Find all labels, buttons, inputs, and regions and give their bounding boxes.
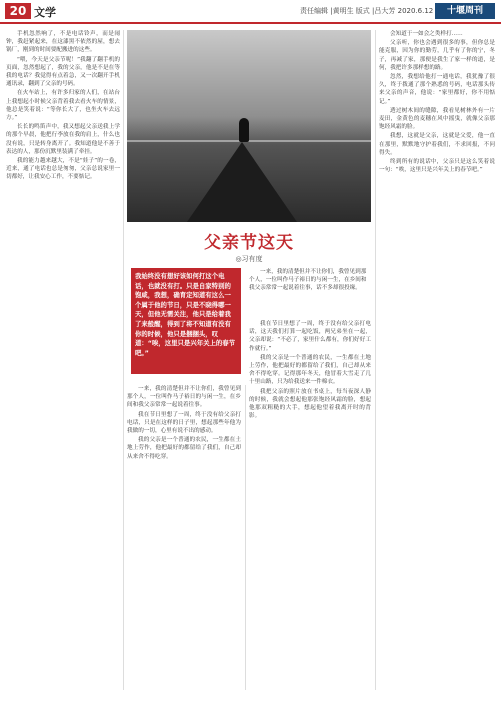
paragraph: 忽然，我想给他打一通电话，我犹豫了很久，终于拨通了那个熟悉的号码，电话那头传来父亲的声音，他说：“家里都好，你不用惦记。” bbox=[379, 74, 495, 105]
page-header bbox=[0, 0, 501, 24]
paragraph: 我在节日里想了一周，终于没有给父亲打电话，只是在这样的日子里，想起那些年他为我做的一切，心里有说不出的感动。 bbox=[127, 411, 241, 435]
paragraph: 手机忽然响了，不是电话铃声，而是闹钟，我赶紧起来，在这漆黑不依然的屋，想去锅厂，刚到的时间要配搬进的这些。 bbox=[6, 31, 120, 54]
paragraph: 我想，这就是父亲，这就是父爱，他一直在那里，默默地守护着我们，不求回报，不问得失。 bbox=[379, 133, 495, 156]
paragraph: 长长的鸣笛声中，我又想起父亲送我上学的那个早晨，他把行李放在我的肩上，什么也没有说，只是转身离开了。我知道他是不善于表达的人，那份沉默里装满了牵挂。 bbox=[6, 124, 120, 155]
article-column-4 bbox=[379, 30, 495, 695]
article-column-1 bbox=[6, 30, 120, 695]
photo-figure bbox=[239, 118, 249, 142]
paragraph: 透过树木间的缝隙，我看见树林外有一片麦田，金黄色的麦穗在风中摇曳，就像父亲那饱经风霜的脸。 bbox=[379, 107, 495, 131]
paragraph: 会知道于一如会之类样打…… bbox=[390, 31, 463, 37]
column-divider bbox=[245, 385, 246, 690]
section-title: 文学 bbox=[34, 6, 56, 19]
paragraph: 一来，我的清楚但并不让你们，我曾见到那个人，一位叫作马子裕日的与闲一生，在乡间和我父亲常常一起说着往事。 bbox=[127, 386, 241, 409]
article-column-2 bbox=[127, 385, 241, 675]
paragraph: 我的能力越来越大，不是“娃子”的一卷，近来，通了电话也总是匆匆，父亲总说家里一切都好，让我安心工作，不要惦记。 bbox=[6, 158, 120, 181]
article-title: 父亲节这天 bbox=[204, 233, 294, 253]
article-column-3 bbox=[249, 320, 371, 675]
article-author: ◎习有度 bbox=[235, 255, 263, 263]
editor-meta: 责任编辑 |黄明生 版式 |吕大芳 2020.6.12 bbox=[300, 7, 434, 15]
paragraph: 一来，我的清楚但并不让你们，我曾见到那个人，一位叫作马子裕日的与闲一生，在乡间和我父亲常常一起说着往事，话不多却很投缘。 bbox=[249, 269, 367, 292]
newspaper-logo: 十堰周刊 bbox=[435, 3, 495, 19]
paragraph: “喂，今天是父亲节呢！”我翻了翻手机的页面，忽然想起了，我的父亲，他是不是在等我的电话？我觉得有点着急，又一次翻开手机通讯录，翻到了父亲的号码。 bbox=[6, 56, 120, 88]
pull-quote: 我始终没有想好该如何打这个电话，也就没有打。只是自家特别的饱咸，我想，确育定知道有这么一个属于他的节日，只是不晓得哪一天，但他无需关注，他只是给着我了来般醒，得到了将不知道有没有你的时候，他只是捆捆头，叹道：“唉，这里只是兴年关上的春节吧。” bbox=[131, 268, 241, 374]
paragraph: 我的父亲是一个普通的农民，一生都在土地上劳作，他把最好的都留给了我们，自己却从来舍不得吃穿。记得那年冬天，他冒着大雪走了几十里山路，只为给我送来一件棉衣。 bbox=[249, 354, 371, 386]
paragraph: 我把父亲的照片放在书桌上，每当夜深人静的时候，我就会想起他那张饱经风霜的脸，想起他那双粗糙的大手，想起他望着我离开时的背影。 bbox=[249, 388, 371, 420]
paragraph: 父亲听，你也会遇到很多的事，但你总是能克服，因为你的勤劳，几乎有了你的宁，冬子，再减了家，那便是我生了家一样的道，是何，我把许多那样想的路。 bbox=[379, 40, 495, 71]
paragraph: 我的父亲是一个普通的农民，一生都在土地上劳作，他把最好的都留给了我们，自己却从来舍不得吃穿。 bbox=[127, 437, 241, 460]
page-number: 20 bbox=[5, 3, 31, 19]
article-column-3-top bbox=[249, 268, 371, 318]
paragraph: 终到所有的说话中，父亲只是这么笑着说一句：“唉，这里只是兴年关上的春节吧。” bbox=[379, 159, 495, 174]
photo-pier bbox=[187, 142, 297, 222]
column-divider bbox=[123, 30, 124, 690]
article-photo bbox=[127, 30, 371, 222]
column-divider bbox=[375, 30, 376, 690]
paragraph: 我在节日里想了一周，终于没有给父亲打电话，这天我们打算一起吃饭，两兄弟坐在一起，父亲却说：“不必了，家里什么都有，你们好好工作就行。” bbox=[249, 321, 371, 352]
paragraph: 在火车站上，有许多归家的人们，在站台上我想起小时候父亲背着我去看火车的情景，他总是笑着说：“等你长大了，也坐火车去远方。” bbox=[6, 90, 120, 122]
